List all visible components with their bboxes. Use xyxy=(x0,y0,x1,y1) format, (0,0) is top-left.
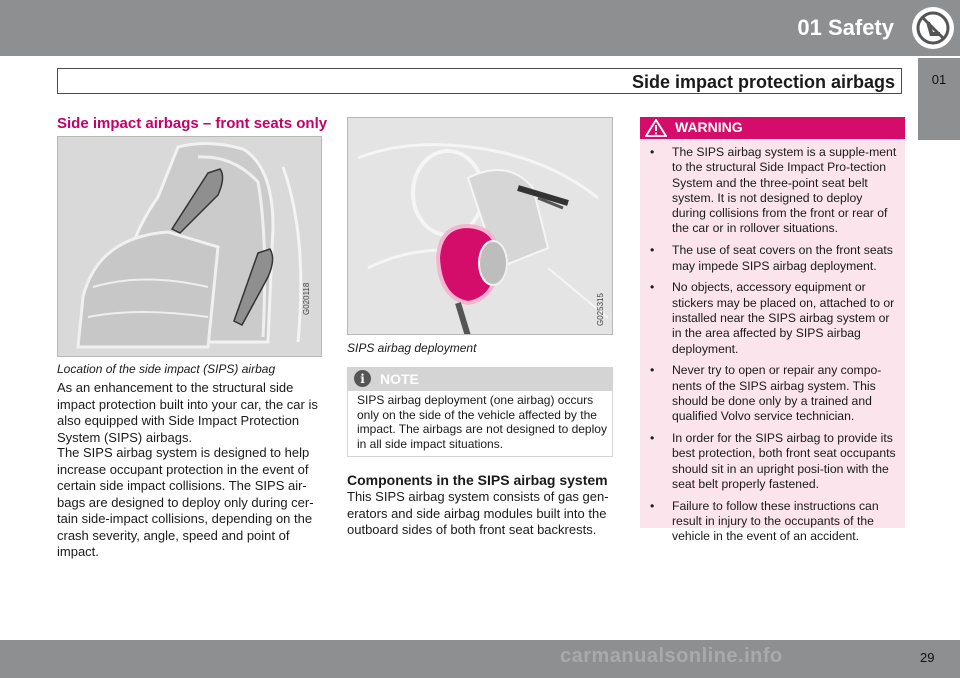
warning-list xyxy=(648,145,898,551)
bullet: • xyxy=(650,498,655,513)
chapter-title: 01 Safety xyxy=(797,15,894,40)
warning-item-text: The use of seat covers on the front seats may impede SIPS airbag deployment. xyxy=(672,243,893,273)
image-code: G020118 xyxy=(302,282,311,315)
warning-item-text: Failure to follow these instructions can result in injury to the occupants of the vehicle in the event of an accident. xyxy=(672,498,879,544)
paragraph: As an enhancement to the structural side impact protection built into your car, the car is also equipped with Side Impact Protection System (SIPS) airbags. xyxy=(57,380,318,445)
warning-item-text: Never try to open or repair any compo-nents of the SIPS airbag system. This should be done only by a trained and qualified Volvo service technician. xyxy=(672,363,882,424)
list-item xyxy=(648,363,898,424)
bullet: • xyxy=(650,363,655,378)
list-item xyxy=(648,280,898,356)
components-heading: Components in the SIPS airbag system xyxy=(347,472,608,488)
note-text: SIPS airbag deployment (one airbag) occurs only on the side of the vehicle affected by the impact. The airbags are not designed to deploy in all side impact situations. xyxy=(357,393,607,451)
no-smoking-child-seat-icon xyxy=(912,7,954,49)
section-title: Side impact protection airbags xyxy=(631,72,895,92)
info-icon: i xyxy=(354,370,371,387)
chapter-side-tab[interactable] xyxy=(918,58,960,140)
note-label: NOTE xyxy=(380,371,419,387)
list-item xyxy=(648,243,898,274)
warning-item-text: No objects, accessory equipment or stickers may be placed on, attached to or installed near the SIPS airbag system or in the area affected by SIPS airbag deployment. xyxy=(672,280,895,356)
warning-item-text: In order for the SIPS airbag to provide its best protection, both front seat occupants should sit in an upright posi-tion with the seat belt properly fastened. xyxy=(672,431,896,491)
airbag-deployment-illustration xyxy=(347,117,613,335)
chapter-side-tab-label: 01 xyxy=(931,72,947,87)
page-number: 29 xyxy=(920,650,935,665)
list-item xyxy=(648,145,898,237)
list-item xyxy=(648,431,898,492)
watermark: carmanualsonline.info xyxy=(560,645,783,667)
warning-triangle-icon xyxy=(645,119,667,137)
image-code: G025315 xyxy=(596,293,605,326)
bullet: • xyxy=(650,145,655,159)
bullet: • xyxy=(650,431,655,446)
bullet: • xyxy=(650,280,655,295)
bullet: • xyxy=(650,243,655,258)
list-item xyxy=(648,499,898,545)
warning-item-text: The SIPS airbag system is a supple-ment to the structural Side Impact Pro-tection System and the three-point seat belt system. It is not designed to deploy during collisions from the front or rear of the car or in rollover situations. xyxy=(672,145,897,236)
paragraph: This SIPS airbag system consists of gas gen-erators and side airbag modules built into the outboard sides of both front seat backrests. xyxy=(347,489,609,537)
column1-heading: Side impact airbags – front seats only xyxy=(57,115,328,132)
seat-airbag-illustration xyxy=(57,136,322,357)
paragraph: The SIPS airbag system is designed to help increase occupant protection in the event of certain side impact collisions. The SIPS air-bags are designed to deploy only during cer-tain side-impact collisions, depending on the crash severity, angle, speed and point of impact. xyxy=(57,445,314,559)
image-caption: Location of the side impact (SIPS) airbag xyxy=(57,362,276,376)
image-caption: SIPS airbag deployment xyxy=(347,341,477,355)
footer-bar xyxy=(0,640,960,678)
warning-label: WARNING xyxy=(675,119,743,135)
